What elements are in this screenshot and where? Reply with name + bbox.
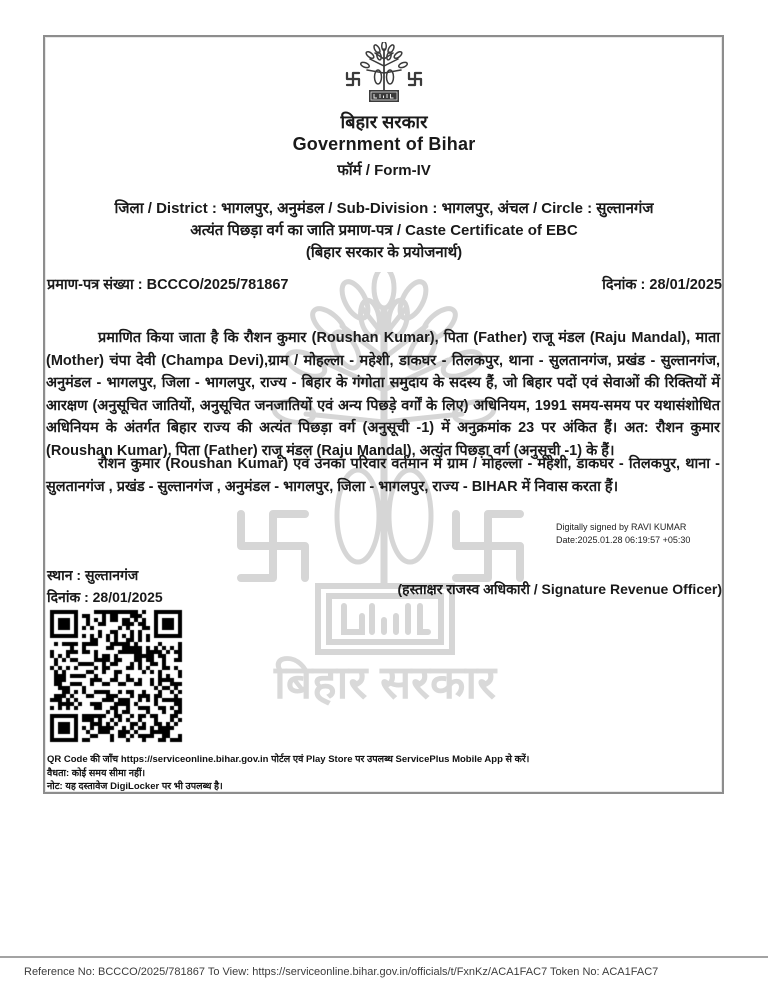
validity-note: वैधता: कोई समय सीमा नहीं। xyxy=(47,767,146,779)
issue-date-label: दिनांक : xyxy=(602,277,646,293)
meta-row xyxy=(47,274,722,294)
date-line: दिनांक : 28/01/2025 xyxy=(47,589,163,605)
revenue-officer-signature-line: (हस्ताक्षर राजस्व अधिकारी / Signature Revenue Officer) xyxy=(397,581,722,597)
form-number: फॉर्म / Form-IV xyxy=(337,162,431,179)
title-english: Government of Bihar xyxy=(292,134,476,154)
watermark-text: बिहार सरकार xyxy=(273,656,497,708)
certificate-number-value: BCCCO/2025/781867 xyxy=(146,277,289,293)
digital-signature-line2: Date:2025.01.28 06:19:57 +05:30 xyxy=(556,535,691,545)
digilocker-note: नोट: यह दस्तावेज DigiLocker पर भी उपलब्ध है। xyxy=(47,781,223,792)
footer-notes xyxy=(47,753,647,794)
district-line: जिला / District : भागलपुर, अनुमंडल / Sub-Division : भागलपुर, अंचल / Circle : सुल्तानगंज xyxy=(114,200,654,217)
issue-date xyxy=(602,274,722,294)
certificate-number-label: प्रमाण-पत्र संख्या : xyxy=(47,277,143,293)
certificate-paragraph-1: प्रमाणित किया जाता है कि रौशन कुमार (Roushan Kumar), पिता (Father) राजू मंडल (Raju Mandal), माता (Mother) चंपा देवी (Champa Devi),ग्राम / मोहल्ला - महेशी, डाकघर - तिलकपुर, थाना - सुलतानगंज, प्रखंड - सुल्तानगंज, अनुमंडल - भागलपुर, जिला - भागलपुर, राज्य - बिहार के गंगोता समुदाय के सदस्य हैं, जो बिहार पदों एवं सेवाओं की रिक्तियों में आरक्षण (अनुसूचित जातियों, अनुसूचित जनजातियों एवं अन्य पिछड़े वर्गों के लिए) अधिनियम, 1991 समय-समय पर यथासंशोधित अधिनियम के अंतर्गत बिहार राज्य की अत्यंत पिछड़ा वर्ग (अनुसूची -1) में अनुक्रमांक 23 पर अंकित हैं। अत: रौशन कुमार (Roushan Kumar), पिता (Father) राजू मंडल (Raju Mandal), अत्यंत पिछड़ा वर्ग (अनुसूची -1) के हैं। xyxy=(46,330,721,459)
title-hindi: बिहार सरकार xyxy=(340,112,428,132)
qr-verification-note: QR Code की जाँच https://serviceonline.bihar.gov.in पोर्टल एवं Play Store पर उपलब्ध ServicePlus Mobile App से करें। xyxy=(47,754,530,765)
footer-divider xyxy=(0,956,768,958)
place-line: स्थान : सुल्तानगंज xyxy=(47,567,139,583)
certificate-paragraph-2: रौशन कुमार (Roushan Kumar) एवं उनका परिवार वर्तमान में ग्राम / मोहल्ला - महेशी, डाकघर - तिलकपुर, थाना - सुलतानगंज , प्रखंड - सुल्तानगंज , अनुमंडल - भागलपुर, जिला - भागलपुर, राज्य - BIHAR में निवास करता हैं। xyxy=(46,456,720,495)
reference-line: Reference No: BCCCO/2025/781867 To View: https://serviceonline.bihar.gov.in/officials/t/FxnKz/ACA1FAC7 Token No: ACA1FAC7 xyxy=(24,966,659,978)
certificate-number xyxy=(47,274,288,294)
digital-signature-line1: Digitally signed by RAVI KUMAR xyxy=(556,522,687,532)
digital-signature-block xyxy=(556,521,726,547)
qr-code-canvas xyxy=(47,607,186,746)
bihar-state-emblem-icon xyxy=(334,42,434,108)
qr-code xyxy=(47,607,186,746)
issue-date-value: 28/01/2025 xyxy=(649,277,722,293)
certificate-title: अत्यंत पिछड़ा वर्ग का जाति प्रमाण-पत्र / Caste Certificate of EBC xyxy=(190,222,578,239)
purpose-line: (बिहार सरकार के प्रयोजनार्थ) xyxy=(305,244,463,261)
